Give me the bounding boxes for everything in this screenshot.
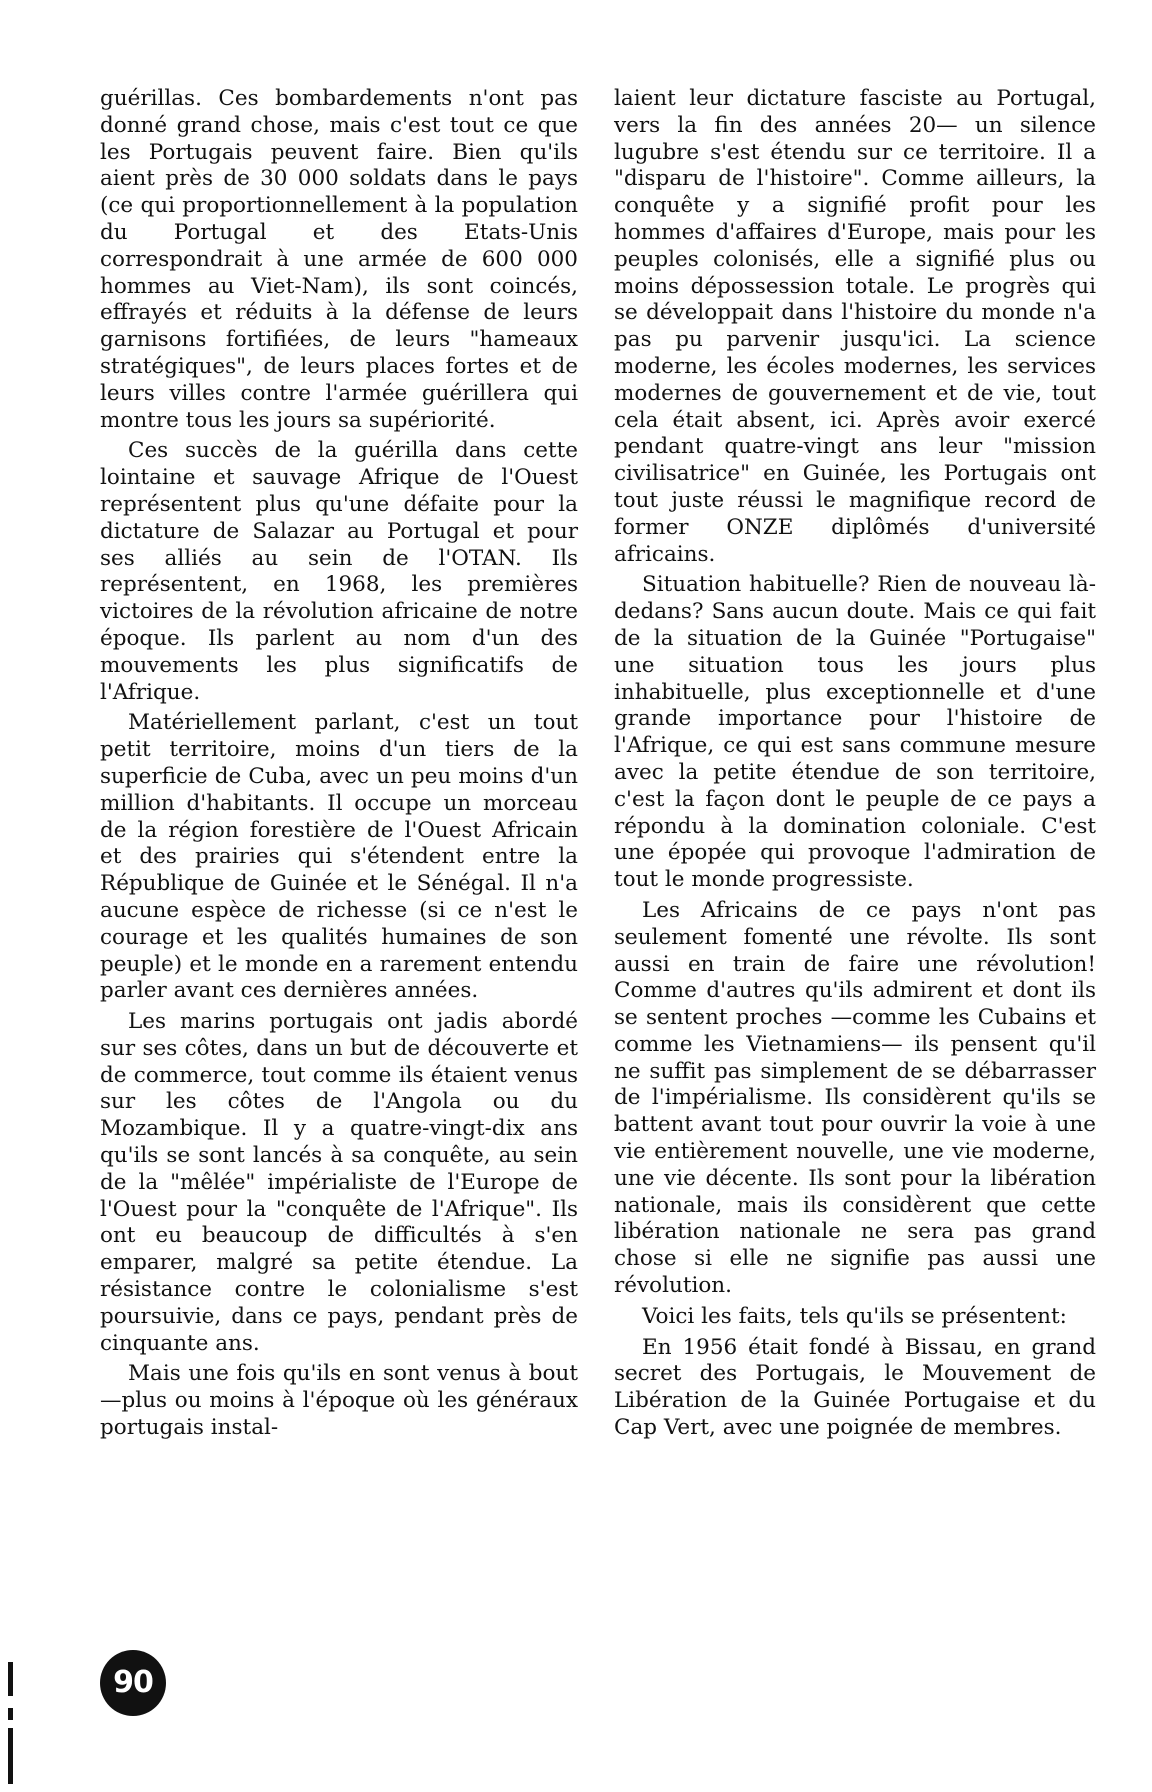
paragraph: En 1956 était fondé à Bissau, en grand secret des Portugais, le Mouvement de Libération de la Guinée Portugaise et du Cap Vert, avec une poignée de membres. — [614, 1334, 1096, 1441]
paragraph: laient leur dictature fasciste au Portugal, vers la fin des années 20— un silence lugubre s'est étendu sur ce territoire. Il a "disparu de l'histoire". Comme ailleurs, la conquête y a signifié profit pour les hommes d'affaires d'Europe, mais pour les peuples colonisés, elle a signifié plus ou moins dépossession totale. Le progrès qui se développait dans l'histoire du monde n'a pas pu parvenir jusqu'ici. La science moderne, les écoles modernes, les services modernes de gouvernement et de vie, tout cela était absent, ici. Après avoir exercé pendant quatre-vingt ans leur "mission civilisatrice" en Guinée, les Portugais ont tout juste réussi le magnifique record de former ONZE diplômés d'université africains. — [614, 86, 1096, 567]
paragraph: Ces succès de la guérilla dans cette lointaine et sauvage Afrique de l'Ouest représentent plus qu'une défaite pour la dictature de Salazar au Portugal et pour ses alliés au sein de l'OTAN. Ils représentent, en 1968, les premières victoires de la révolution africaine de notre époque. Ils parlent au nom d'un des mouvements les plus significatifs de l'Afrique. — [100, 438, 578, 705]
paragraph: Matériellement parlant, c'est un tout petit territoire, moins d'un tiers de la superficie de Cuba, avec un peu moins d'un million d'habitants. Il occupe un morceau de la région forestière de l'Ouest Africain et des prairies qui s'étendent entre la République de Guinée et le Sénégal. Il n'a aucune espèce de richesse (si ce n'est le courage et les qualités humaines de son peuple) et le monde en a rarement entendu parler avant ces dernières années. — [100, 710, 578, 1004]
paragraph: Situation habituelle? Rien de nouveau là-dedans? Sans aucun doute. Mais ce qui fait de la situation de la Guinée "Portugaise" une situation tous les jours plus inhabituelle, plus exceptionnelle et d'une grande importance pour l'histoire de l'Afrique, ce qui est sans commune mesure avec la petite étendue de son territoire, c'est la façon dont le peuple de ce pays a répondu à la domination coloniale. C'est une épopée qui provoque l'admiration de tout le monde progressiste. — [614, 572, 1096, 893]
page-number: 90 — [100, 1650, 166, 1716]
paragraph: guérillas. Ces bombardements n'ont pas donné grand chose, mais c'est tout ce que les Portugais peuvent faire. Bien qu'ils aient près de 30 000 soldats dans le pays (ce qui proportionnellement à la population du Portugal et des Etats-Unis correspondrait à une armée de 600 000 hommes au Viet-Nam), ils sont coincés, effrayés et réduits à la défense de leurs garnisons fortifiées, de leurs "hameaux stratégiques", de leurs places fortes et de leurs villes contre l'armée guérillera qui montre tous les jours sa supériorité. — [100, 86, 578, 433]
paragraph: Mais une fois qu'ils en sont venus à bout —plus ou moins à l'époque où les généraux portugais instal- — [100, 1361, 578, 1441]
paragraph: Les Africains de ce pays n'ont pas seulement fomenté une révolte. Ils sont aussi en train de faire une révolution! Comme d'autres qu'ils admirent et dont ils se sentent proches —comme les Cubains et comme les Vietnamiens— ils pensent qu'il ne suffit pas simplement de se débarrasser de l'impérialisme. Ils considèrent qu'ils se battent avant tout pour ouvrir la voie à une vie entièrement nouvelle, une vie moderne, une vie décente. Ils sont pour la libération nationale, mais ils considèrent que cette libération nationale ne sera pas grand chose si elle ne signifie pas aussi une révolution. — [614, 897, 1096, 1299]
right-column — [614, 86, 1096, 1442]
scan-edge-mark — [8, 1728, 13, 1784]
scan-edge-mark — [8, 1662, 13, 1696]
paragraph: Les marins portugais ont jadis abordé sur ses côtes, dans un but de découverte et de commerce, tout comme ils étaient venus sur les côtes de l'Angola ou du Mozambique. Il y a quatre-vingt-dix ans qu'ils se sont lancés à sa conquête, au sein de la "mêlée" impérialiste de l'Europe de l'Ouest pour la "conquête de l'Afrique". Ils ont eu beaucoup de difficultés à s'en emparer, malgré sa petite étendue. La résistance contre le colonialisme s'est poursuivie, dans ce pays, pendant près de cinquante ans. — [100, 1009, 578, 1356]
paragraph: Voici les faits, tels qu'ils se présentent: — [642, 1303, 1067, 1329]
left-column — [100, 86, 578, 1442]
scan-edge-mark — [8, 1708, 13, 1720]
